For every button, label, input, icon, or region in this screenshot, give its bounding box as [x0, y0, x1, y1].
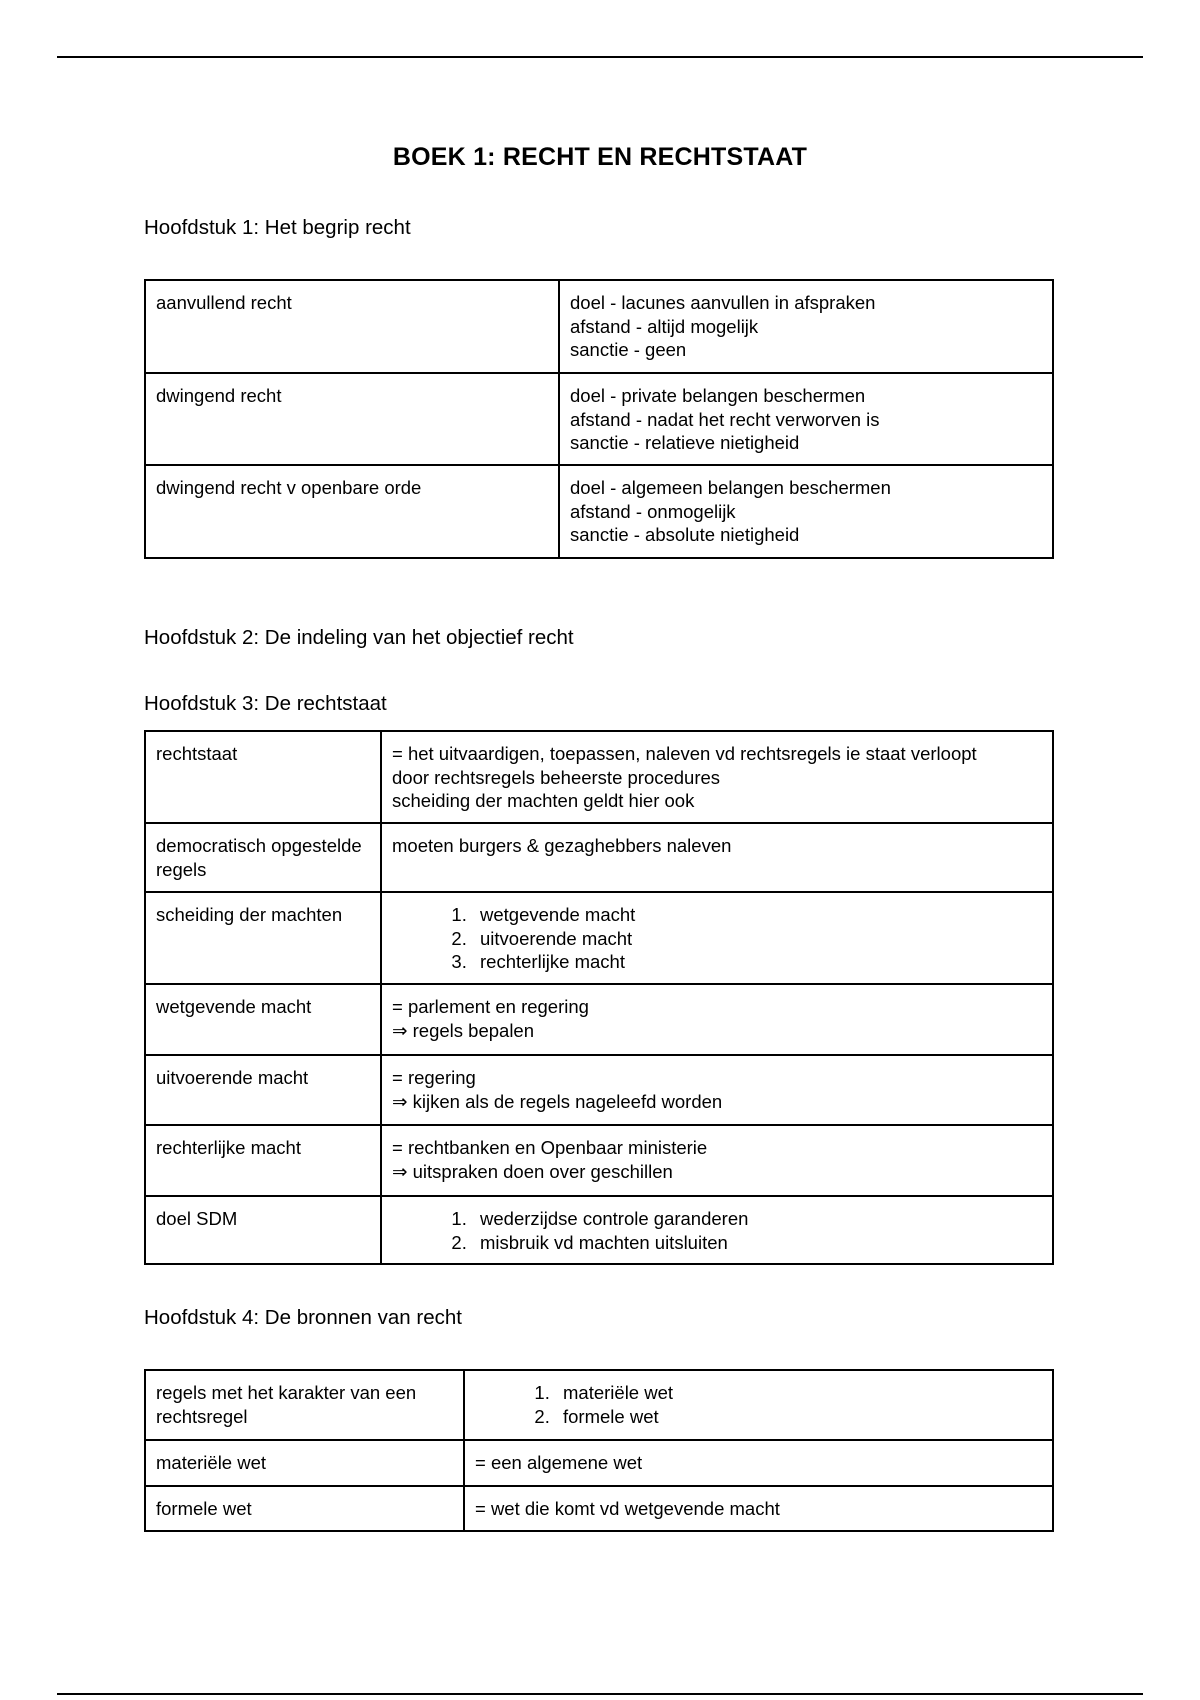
list-item: 3. rechterlijke macht — [472, 950, 1042, 974]
list-item: 2. misbruik vd machten uitsluiten — [472, 1231, 1042, 1255]
definition-cell — [464, 1370, 1053, 1440]
list-item: 1. wederzijdse controle garanderen — [472, 1207, 1042, 1231]
term-cell: formele wet — [145, 1486, 464, 1531]
definition-cell: doel - algemeen belangen beschermen afstand - onmogelijk sanctie - absolute nietigheid — [559, 465, 1053, 558]
definition-cell: = regering ⇒ kijken als de regels nageleefd worden — [381, 1055, 1053, 1125]
definition-cell: = parlement en regering ⇒ regels bepalen — [381, 984, 1053, 1055]
list-item: 1. wetgevende macht — [472, 903, 1042, 927]
definition-cell: doel - private belangen beschermen afstand - nadat het recht verworven is sanctie - relatieve nietigheid — [559, 373, 1053, 465]
table-row — [145, 892, 1053, 984]
top-rule — [57, 56, 1143, 58]
table-bronnen-van-recht — [144, 1369, 1054, 1532]
table-row — [145, 373, 1053, 465]
term-cell: rechtstaat — [145, 731, 381, 823]
table-row — [145, 1055, 1053, 1125]
table-row — [145, 1370, 1053, 1440]
table-row — [145, 1196, 1053, 1264]
term-cell: uitvoerende macht — [145, 1055, 381, 1125]
term-cell: dwingend recht v openbare orde — [145, 465, 559, 558]
page-title: BOEK 1: RECHT EN RECHTSTAAT — [392, 143, 808, 171]
table-row — [145, 984, 1053, 1055]
definition-cell: = het uitvaardigen, toepassen, naleven vd rechtsregels ie staat verloopt door rechtsregels beheerste procedures scheiding der machten geldt hier ook — [381, 731, 1053, 823]
chapter-4-heading: Hoofdstuk 4: De bronnen van recht — [144, 1306, 462, 1329]
chapter-3-heading: Hoofdstuk 3: De rechtstaat — [144, 692, 387, 715]
table-row — [145, 465, 1053, 558]
table-row — [145, 731, 1053, 823]
table-row — [145, 1125, 1053, 1196]
definition-cell: moeten burgers & gezaghebbers naleven — [381, 823, 1053, 892]
table-row — [145, 280, 1053, 373]
term-cell: wetgevende macht — [145, 984, 381, 1055]
definition-cell: = wet die komt vd wetgevende macht — [464, 1486, 1053, 1531]
chapter-1-heading: Hoofdstuk 1: Het begrip recht — [144, 216, 411, 239]
table-rechtstaat — [144, 730, 1054, 1265]
term-cell: rechterlijke macht — [145, 1125, 381, 1196]
list-item: 2. formele wet — [555, 1405, 1042, 1429]
term-cell: regels met het karakter van een rechtsregel — [145, 1370, 464, 1440]
table-row — [145, 1486, 1053, 1531]
definition-cell: = een algemene wet — [464, 1440, 1053, 1486]
definition-cell: doel - lacunes aanvullen in afspraken afstand - altijd mogelijk sanctie - geen — [559, 280, 1053, 373]
definition-cell — [381, 892, 1053, 984]
term-cell: doel SDM — [145, 1196, 381, 1264]
list-item: 2. uitvoerende macht — [472, 927, 1042, 951]
list-item: 1. materiële wet — [555, 1381, 1042, 1405]
table-row — [145, 1440, 1053, 1486]
table-begrip-recht — [144, 279, 1054, 559]
term-cell: dwingend recht — [145, 373, 559, 465]
bottom-rule — [57, 1693, 1143, 1695]
chapter-2-heading: Hoofdstuk 2: De indeling van het objectief recht — [144, 626, 574, 649]
definition-cell — [381, 1196, 1053, 1264]
term-cell: aanvullend recht — [145, 280, 559, 373]
term-cell: scheiding der machten — [145, 892, 381, 984]
term-cell: materiële wet — [145, 1440, 464, 1486]
term-cell: democratisch opgestelde regels — [145, 823, 381, 892]
table-row — [145, 823, 1053, 892]
definition-cell: = rechtbanken en Openbaar ministerie ⇒ uitspraken doen over geschillen — [381, 1125, 1053, 1196]
